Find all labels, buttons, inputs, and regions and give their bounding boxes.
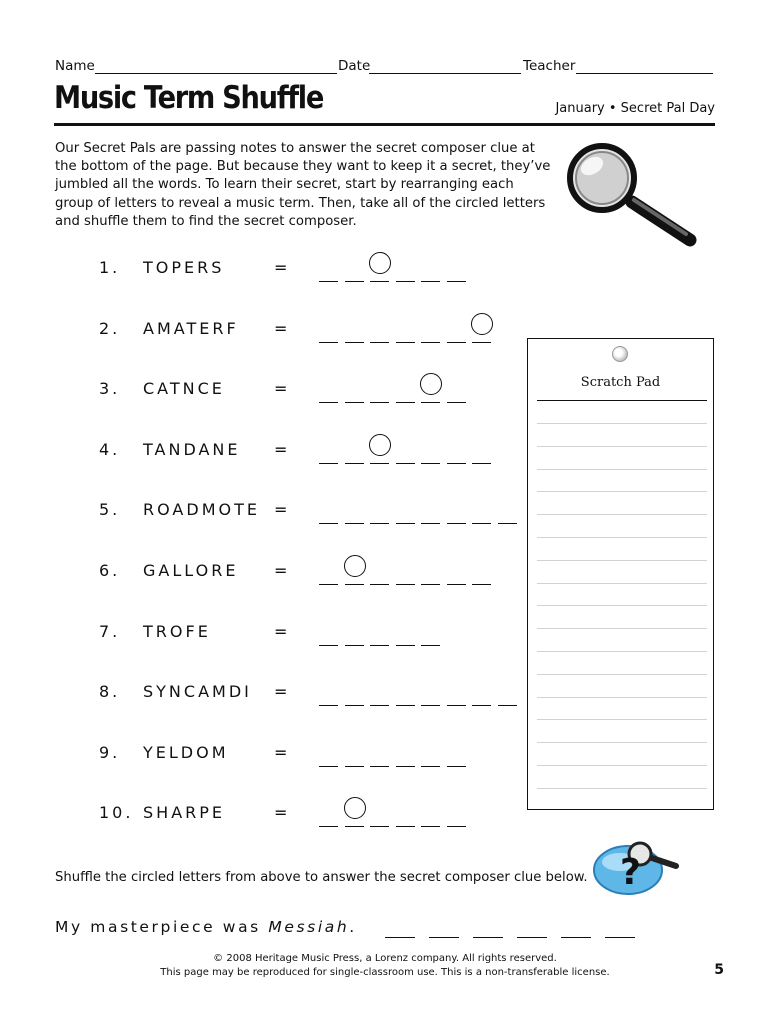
scratch-pad[interactable]	[527, 338, 714, 810]
equals-sign: =	[274, 803, 288, 823]
composer-letter-blank[interactable]	[429, 937, 459, 938]
clue-suffix: .	[349, 918, 357, 936]
scratch-pad-line	[537, 491, 707, 492]
letter-blank[interactable]	[319, 402, 338, 403]
letter-blank[interactable]	[421, 645, 440, 646]
scratch-pad-line	[537, 423, 707, 424]
letter-blank[interactable]	[370, 342, 389, 343]
letter-blank[interactable]	[447, 766, 466, 767]
letter-blank[interactable]	[319, 705, 338, 706]
scratch-pad-line	[537, 560, 707, 561]
letter-blank[interactable]	[421, 705, 440, 706]
term-number: 4.	[99, 439, 121, 459]
scratch-pad-line	[537, 628, 707, 629]
letter-blank[interactable]	[345, 766, 364, 767]
letter-blank[interactable]	[421, 523, 440, 524]
scrambled-word: AMATERF	[143, 318, 239, 338]
scratch-pad-line	[537, 514, 707, 515]
letter-blank[interactable]	[447, 705, 466, 706]
letter-blank[interactable]	[421, 766, 440, 767]
letter-blank[interactable]	[345, 584, 364, 585]
letter-blank[interactable]	[319, 342, 338, 343]
scratch-pad-line	[537, 469, 707, 470]
instructions-text: Our Secret Pals are passing notes to answer the secret composer clue at the bottom of the page. But because they want to keep it a secret, they’ve jumbled all the words. To learn their secret, start by rearranging each group of letters to reveal a music term. Then, take all of the circled letters and shuffle them to find the secret composer.	[55, 141, 551, 229]
letter-blank[interactable]	[370, 645, 389, 646]
scratch-pad-line	[537, 674, 707, 675]
teacher-label: Teacher	[523, 58, 576, 74]
page-subtitle: January • Secret Pal Day	[555, 101, 715, 116]
scratch-pad-line	[537, 742, 707, 743]
circled-letter-marker	[369, 434, 391, 456]
letter-blank[interactable]	[319, 826, 338, 827]
question-magnifier-icon	[590, 834, 682, 898]
magnifying-glass-icon	[560, 140, 702, 252]
letter-blank[interactable]	[396, 523, 415, 524]
equals-sign: =	[274, 500, 288, 520]
letter-blank[interactable]	[447, 826, 466, 827]
letter-blank[interactable]	[498, 705, 517, 706]
letter-blank[interactable]	[370, 705, 389, 706]
clue-prefix: My masterpiece was	[55, 918, 269, 936]
scratch-pad-rule	[537, 400, 707, 401]
scratch-pad-line	[537, 446, 707, 447]
title-rule	[54, 123, 715, 126]
clue-sentence	[55, 918, 357, 936]
letter-blank[interactable]	[447, 342, 466, 343]
term-number: 10.	[99, 803, 134, 823]
circled-letter-marker	[369, 252, 391, 274]
letter-blank[interactable]	[421, 826, 440, 827]
term-number: 6.	[99, 561, 121, 580]
letter-blank[interactable]	[319, 463, 338, 464]
letter-blank[interactable]	[345, 281, 364, 282]
equals-sign: =	[274, 379, 288, 399]
pushpin-icon	[612, 346, 628, 362]
composer-letter-blank[interactable]	[561, 937, 591, 938]
letter-blank[interactable]	[370, 766, 389, 767]
term-number: 5.	[99, 500, 121, 520]
letter-blank[interactable]	[421, 402, 440, 403]
letter-blank[interactable]	[345, 342, 364, 343]
scratch-pad-line	[537, 697, 707, 698]
scrambled-word: YELDOM	[143, 742, 229, 762]
scratch-pad-line	[537, 583, 707, 584]
letter-blank[interactable]	[396, 766, 415, 767]
letter-blank[interactable]	[345, 463, 364, 464]
equals-sign: =	[274, 682, 288, 702]
letter-blank[interactable]	[319, 645, 338, 646]
circled-letter-marker	[420, 373, 442, 395]
teacher-field[interactable]	[576, 73, 713, 74]
equals-sign: =	[274, 258, 288, 277]
letter-blank[interactable]	[370, 281, 389, 282]
composer-letter-blank[interactable]	[473, 937, 503, 938]
copyright-text: © 2008 Heritage Music Press, a Lorenz company. All rights reserved.	[213, 953, 557, 964]
term-number: 3.	[99, 379, 121, 399]
letter-blank[interactable]	[370, 826, 389, 827]
scratch-pad-line	[537, 651, 707, 652]
equals-sign: =	[274, 621, 288, 641]
letter-blank[interactable]	[345, 645, 364, 646]
letter-blank[interactable]	[447, 584, 466, 585]
svg-text:?: ?	[620, 852, 641, 893]
equals-sign: =	[274, 742, 288, 762]
scrambled-word: GALLORE	[143, 561, 239, 580]
letter-blank[interactable]	[396, 705, 415, 706]
letter-blank[interactable]	[498, 523, 517, 524]
equals-sign: =	[274, 439, 288, 459]
letter-blank[interactable]	[472, 463, 491, 464]
letter-blank[interactable]	[370, 463, 389, 464]
letter-blank[interactable]	[472, 584, 491, 585]
letter-blank[interactable]	[447, 402, 466, 403]
scrambled-word: ROADMOTE	[143, 500, 260, 520]
page-number: 5	[714, 962, 724, 978]
letter-blank[interactable]	[472, 705, 491, 706]
page-title: Music Term Shuffle	[54, 80, 324, 116]
letter-blank[interactable]	[345, 705, 364, 706]
scratch-pad-line	[537, 537, 707, 538]
term-number: 1.	[99, 258, 121, 277]
term-number: 2.	[99, 318, 121, 338]
scratch-pad-line	[537, 719, 707, 720]
scratch-pad-line	[537, 605, 707, 606]
term-number: 9.	[99, 742, 121, 762]
letter-blank[interactable]	[447, 463, 466, 464]
letter-blank[interactable]	[345, 826, 364, 827]
letter-blank[interactable]	[421, 281, 440, 282]
letter-blank[interactable]	[345, 402, 364, 403]
letter-blank[interactable]	[319, 766, 338, 767]
scrambled-word: TANDANE	[143, 439, 241, 459]
scrambled-word: SYNCAMDI	[143, 682, 252, 702]
letter-blank[interactable]	[370, 523, 389, 524]
scrambled-word: TROFE	[143, 621, 211, 641]
letter-blank[interactable]	[421, 463, 440, 464]
composer-letter-blank[interactable]	[517, 937, 547, 938]
letter-blank[interactable]	[319, 584, 338, 585]
letter-blank[interactable]	[396, 281, 415, 282]
letter-blank[interactable]	[396, 584, 415, 585]
letter-blank[interactable]	[396, 402, 415, 403]
letter-blank[interactable]	[396, 463, 415, 464]
letter-blank[interactable]	[319, 523, 338, 524]
equals-sign: =	[274, 561, 288, 580]
letter-blank[interactable]	[396, 645, 415, 646]
circled-letter-marker	[344, 797, 366, 819]
scratch-pad-line	[537, 765, 707, 766]
letter-blank[interactable]	[345, 523, 364, 524]
circled-letter-marker	[344, 555, 366, 577]
letter-blank[interactable]	[396, 826, 415, 827]
letter-blank[interactable]	[447, 281, 466, 282]
circled-letter-marker	[471, 313, 493, 335]
date-field[interactable]	[369, 73, 521, 74]
clue-italic: Messiah	[268, 918, 350, 936]
name-field[interactable]	[95, 73, 337, 74]
letter-blank[interactable]	[370, 402, 389, 403]
name-label: Name	[55, 58, 95, 74]
clue-instructions: Shuffle the circled letters from above to answer the secret composer clue below.	[55, 870, 588, 885]
scrambled-word: TOPERS	[143, 258, 225, 277]
scrambled-word: CATNCE	[143, 379, 225, 399]
composer-letter-blank[interactable]	[605, 937, 635, 938]
letter-blank[interactable]	[447, 523, 466, 524]
term-number: 8.	[99, 682, 121, 702]
equals-sign: =	[274, 318, 288, 338]
letter-blank[interactable]	[472, 523, 491, 524]
composer-letter-blank[interactable]	[385, 937, 415, 938]
date-label: Date	[338, 58, 371, 74]
letter-blank[interactable]	[396, 342, 415, 343]
term-number: 7.	[99, 621, 121, 641]
scrambled-word: SHARPE	[143, 803, 226, 823]
letter-blank[interactable]	[319, 281, 338, 282]
letter-blank[interactable]	[421, 342, 440, 343]
letter-blank[interactable]	[370, 584, 389, 585]
scratch-pad-title: Scratch Pad	[580, 375, 661, 390]
letter-blank[interactable]	[421, 584, 440, 585]
scratch-pad-line	[537, 788, 707, 789]
letter-blank[interactable]	[472, 342, 491, 343]
license-text: This page may be reproduced for single-classroom use. This is a non-transferable license.	[160, 967, 610, 978]
